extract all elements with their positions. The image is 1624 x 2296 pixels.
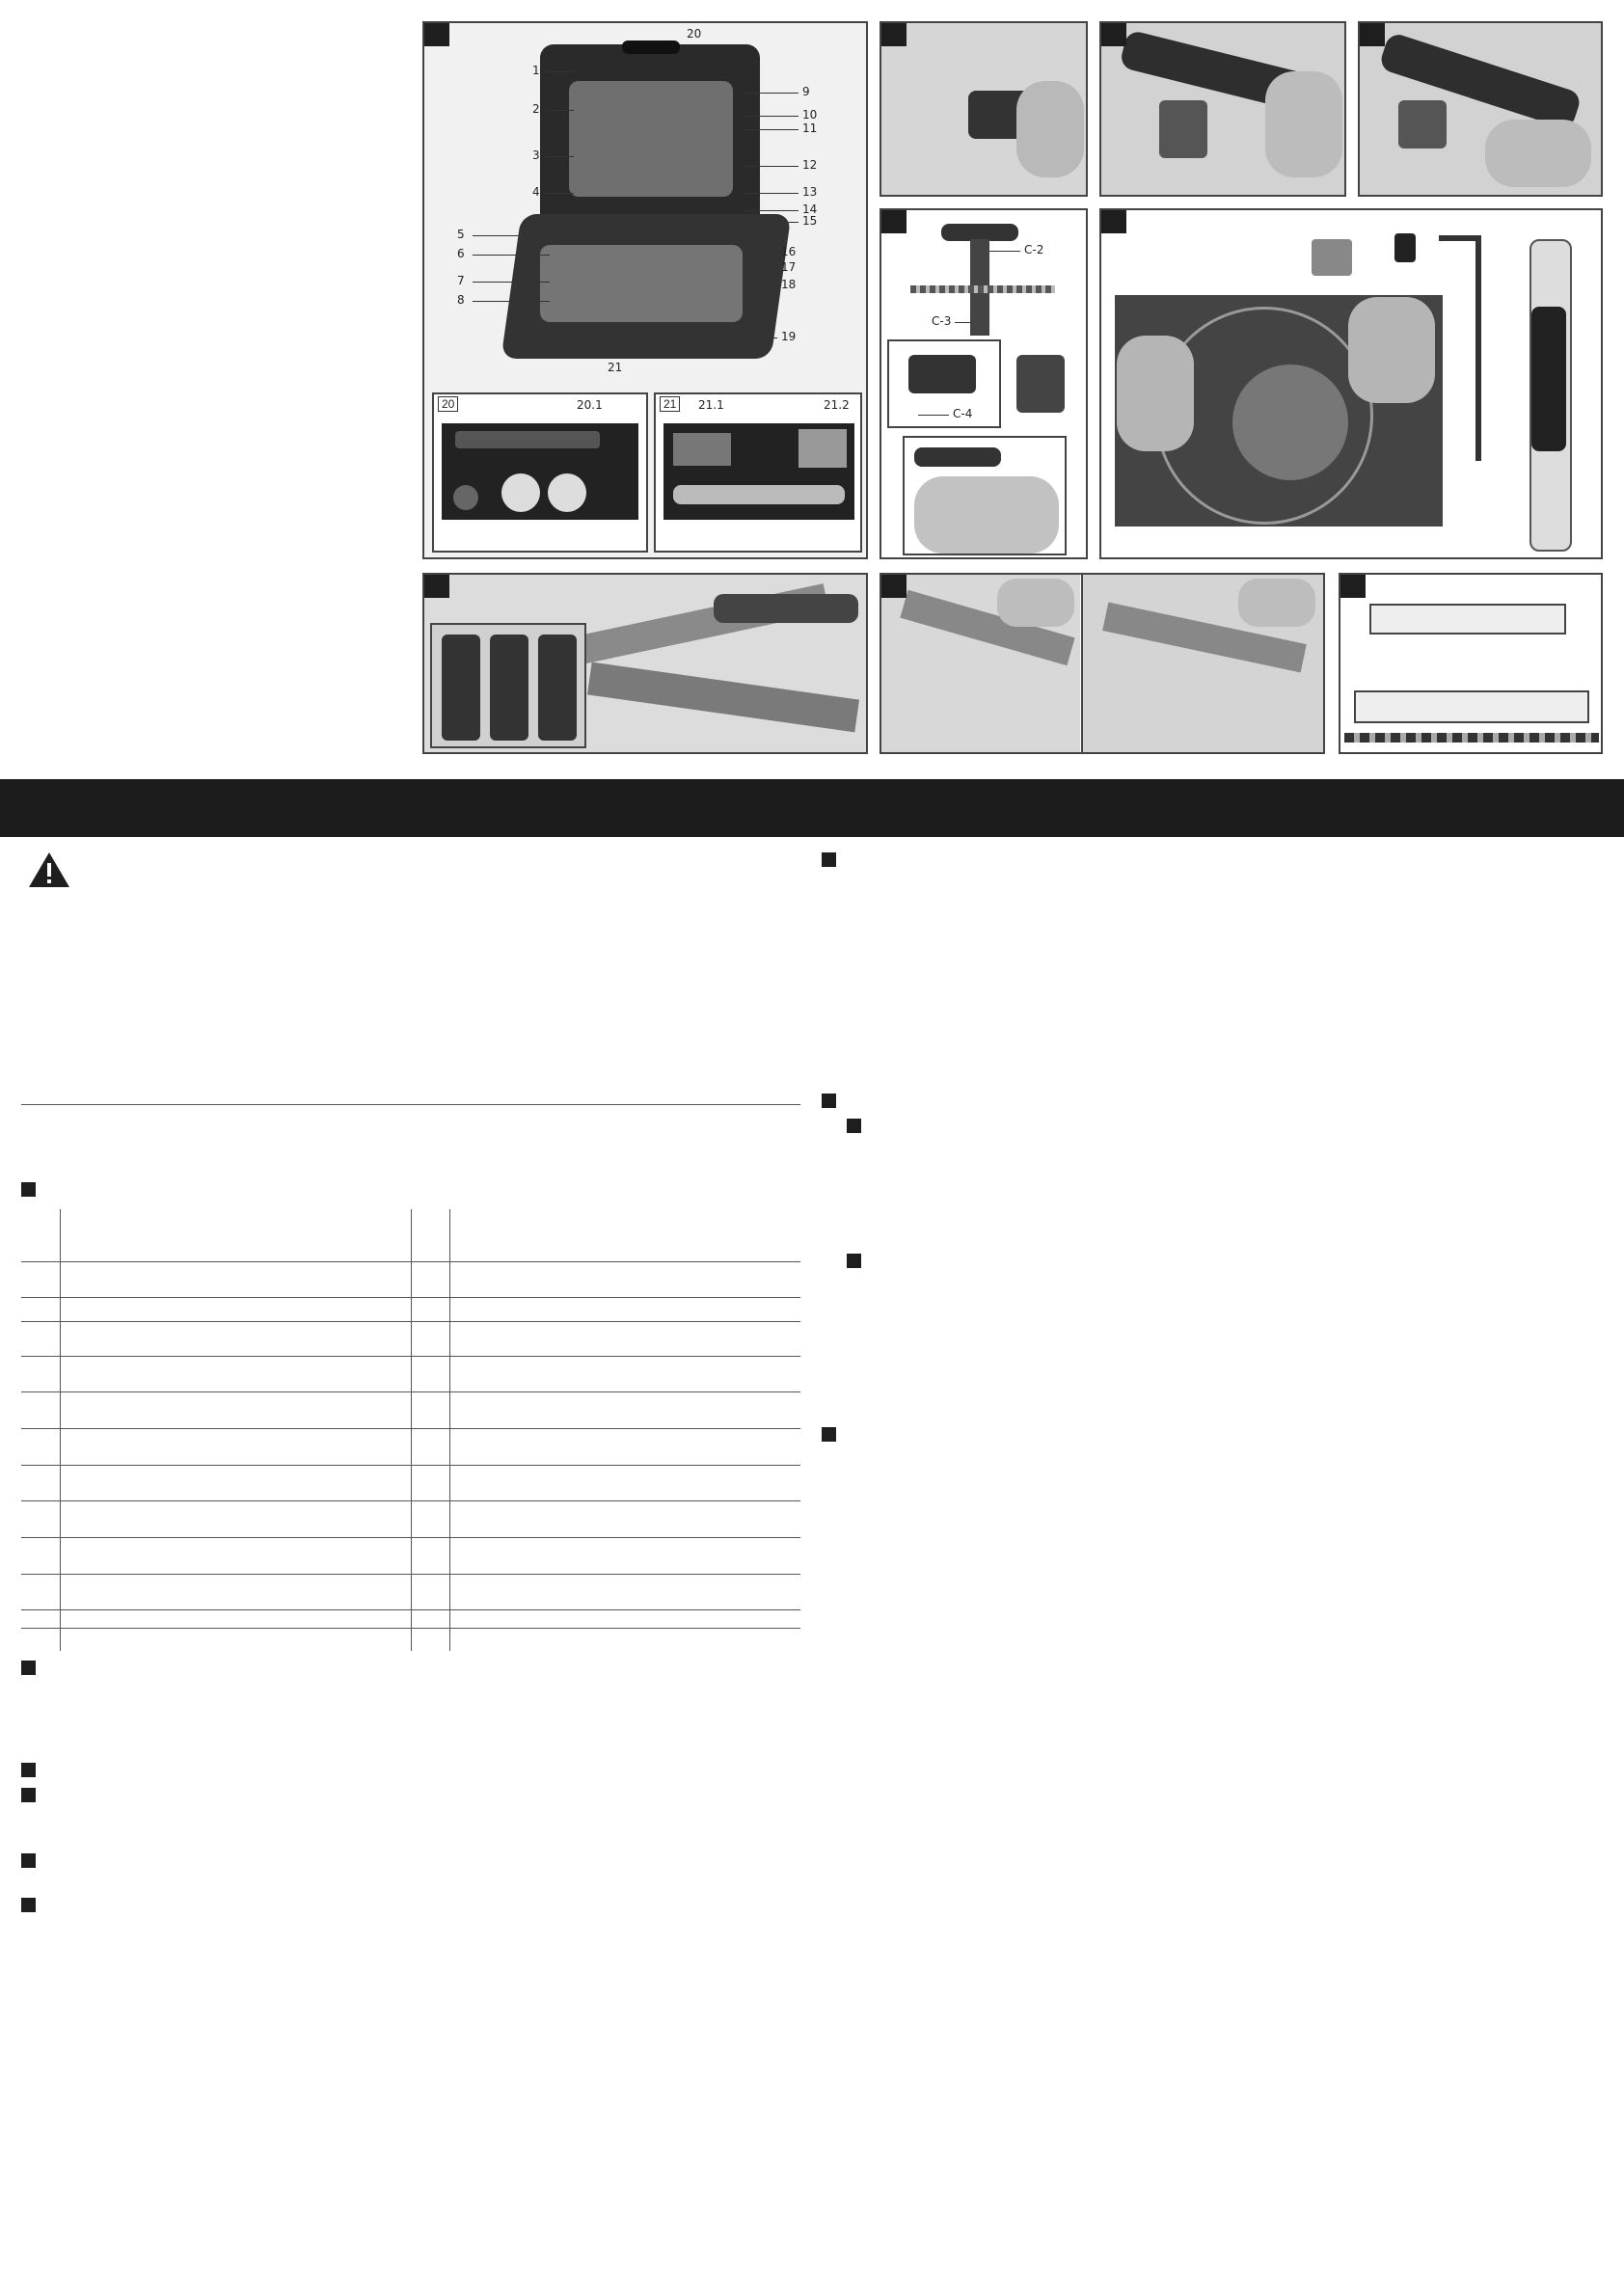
panel-number-badge — [424, 575, 449, 598]
bullet-square — [847, 1254, 861, 1268]
allen-key — [1475, 239, 1481, 461]
bullet-square — [822, 1094, 836, 1108]
bullet-square — [21, 1788, 36, 1802]
press-cup — [501, 473, 540, 512]
table-row-rule — [21, 1500, 800, 1501]
tools-silhouette — [569, 81, 733, 197]
table-column-rule — [60, 1209, 61, 1651]
panel-number-badge — [881, 210, 907, 233]
callout-7: 7 — [457, 274, 465, 287]
hand — [1485, 120, 1591, 187]
leader-line — [473, 255, 550, 256]
callout-12: 12 — [802, 158, 818, 172]
leader-line — [743, 268, 777, 269]
callout-c4: C-4 — [953, 407, 973, 420]
figure-chain-tool-panel — [880, 208, 1088, 559]
figure-chain-checker-panel — [1339, 573, 1603, 754]
callout-18: 18 — [781, 278, 797, 291]
callout-c2: C-2 — [1024, 243, 1044, 257]
subfigure-21-tag: 21 — [660, 396, 680, 412]
socket — [1398, 100, 1447, 149]
leader-line — [545, 156, 574, 157]
callout-4: 4 — [532, 185, 540, 199]
bullet-square — [847, 1119, 861, 1133]
hands — [1117, 336, 1194, 451]
callout-17: 17 — [781, 260, 797, 274]
leader-line — [989, 251, 1020, 252]
chain — [1344, 733, 1599, 743]
bracket-tool — [442, 635, 480, 741]
callout-6: 6 — [457, 247, 465, 260]
table-row-rule — [21, 1628, 800, 1629]
subfigure-20-tag: 20 — [438, 396, 458, 412]
bullet-square — [822, 1427, 836, 1442]
callout-21-1: 21.1 — [698, 398, 724, 412]
callout-11: 11 — [802, 122, 818, 135]
leader-line — [473, 301, 550, 302]
panel-number-badge — [881, 575, 907, 598]
pin-tool — [914, 447, 1001, 467]
callout-15: 15 — [802, 214, 818, 228]
chain-checker — [1369, 604, 1566, 635]
section-divider — [21, 1104, 800, 1105]
table-row-rule — [21, 1391, 800, 1392]
cassette — [1232, 365, 1348, 480]
table-row-rule — [21, 1297, 800, 1298]
bits — [798, 429, 847, 468]
callout-8: 8 — [457, 293, 465, 307]
bullet-square — [21, 1898, 36, 1912]
chain-tool-inset-hands — [903, 436, 1067, 555]
panel-number-badge — [1340, 575, 1366, 598]
callout-13: 13 — [802, 185, 818, 199]
torque-wrench — [673, 485, 845, 504]
callout-c3: C-3 — [932, 314, 952, 328]
callout-20: 20 — [687, 27, 702, 41]
leader-line — [743, 166, 798, 167]
panel-number-badge — [1360, 23, 1385, 46]
lockring-tool — [1312, 239, 1352, 276]
tool-handle — [714, 594, 858, 623]
warning-triangle-icon — [27, 851, 71, 889]
figure-panel-a — [880, 21, 1088, 197]
callout-21-2: 21.2 — [824, 398, 850, 412]
table-column-rule — [449, 1209, 450, 1651]
panel-number-badge — [881, 23, 907, 46]
figure-panel-c — [1358, 21, 1603, 197]
figure-panel-b — [1099, 21, 1346, 197]
callout-16: 16 — [781, 245, 797, 258]
tools-silhouette-lower — [540, 245, 743, 322]
leader-line — [743, 210, 798, 211]
bullet-square — [21, 1853, 36, 1868]
bullet-square — [21, 1661, 36, 1675]
leader-line — [545, 71, 574, 72]
hand — [997, 579, 1074, 627]
table-row-rule — [21, 1261, 800, 1262]
bracket-tool — [538, 635, 577, 741]
figure-crank-panel — [880, 573, 1325, 754]
callout-14: 14 — [802, 203, 818, 216]
table-row-rule — [21, 1465, 800, 1466]
chain-tool-inset — [887, 339, 1001, 428]
hand — [1016, 81, 1084, 177]
chain-checker-bottom — [1354, 690, 1589, 723]
section-header-band — [0, 779, 1624, 837]
table-row-rule — [21, 1537, 800, 1538]
callout-3: 3 — [532, 149, 540, 162]
socket — [1159, 100, 1207, 158]
leader-line — [743, 116, 798, 117]
leader-line — [545, 110, 574, 111]
table-column-rule — [411, 1209, 412, 1651]
callout-1: 1 — [532, 64, 540, 77]
subfigure-20-photo — [442, 423, 638, 520]
bracket-tool — [490, 635, 528, 741]
table-row-rule — [21, 1356, 800, 1357]
panel-number-badge — [1101, 23, 1126, 46]
cassette-photo — [1115, 295, 1443, 527]
hand — [1238, 579, 1315, 627]
hands — [914, 476, 1059, 554]
callout-21: 21 — [608, 361, 623, 374]
tool-case-handle — [622, 41, 680, 54]
hand — [1265, 71, 1342, 177]
callout-19: 19 — [781, 330, 797, 343]
figure-kit-panel — [422, 21, 868, 559]
leader-line — [743, 285, 777, 286]
leader-line — [743, 193, 798, 194]
leader-line — [918, 415, 949, 416]
panel-number-badge — [1101, 210, 1126, 233]
press-cup-small — [453, 485, 478, 510]
callout-2: 2 — [532, 102, 540, 116]
bracket-inset — [430, 623, 586, 748]
allen-key-top — [1439, 235, 1481, 241]
leader-line — [955, 322, 970, 323]
leader-line — [743, 222, 798, 223]
bullet-square — [822, 852, 836, 867]
chain-whip-grip — [1531, 307, 1566, 451]
table-row-rule — [21, 1574, 800, 1575]
panel-number-badge — [424, 23, 449, 46]
callout-10: 10 — [802, 108, 818, 122]
subfigure-21 — [654, 392, 862, 553]
table-row-rule — [21, 1428, 800, 1429]
bullet-square — [21, 1182, 36, 1197]
press-cup — [548, 473, 586, 512]
leader-line — [743, 93, 798, 94]
hex-keys — [673, 433, 731, 466]
chain — [910, 285, 1055, 293]
chain-tool-small — [908, 355, 976, 393]
callout-20-1: 20.1 — [577, 398, 603, 412]
figure-cassette-panel — [1099, 208, 1603, 559]
leader-line — [743, 253, 777, 254]
chain-tool-side — [1016, 355, 1065, 413]
hands — [1348, 297, 1435, 403]
table-row-rule — [21, 1609, 800, 1610]
leader-line — [473, 235, 550, 236]
table-row-rule — [21, 1321, 800, 1322]
callout-5: 5 — [457, 228, 465, 241]
callout-9: 9 — [802, 85, 810, 98]
tool-bar — [455, 431, 600, 448]
subfigure-21-photo — [663, 423, 854, 520]
leader-line — [473, 282, 550, 283]
subfigure-20 — [432, 392, 648, 553]
figure-bottom-bracket-panel — [422, 573, 868, 754]
lockring-cap — [1394, 233, 1416, 262]
bullet-square — [21, 1763, 36, 1777]
leader-line — [545, 193, 574, 194]
leader-line — [743, 129, 798, 130]
